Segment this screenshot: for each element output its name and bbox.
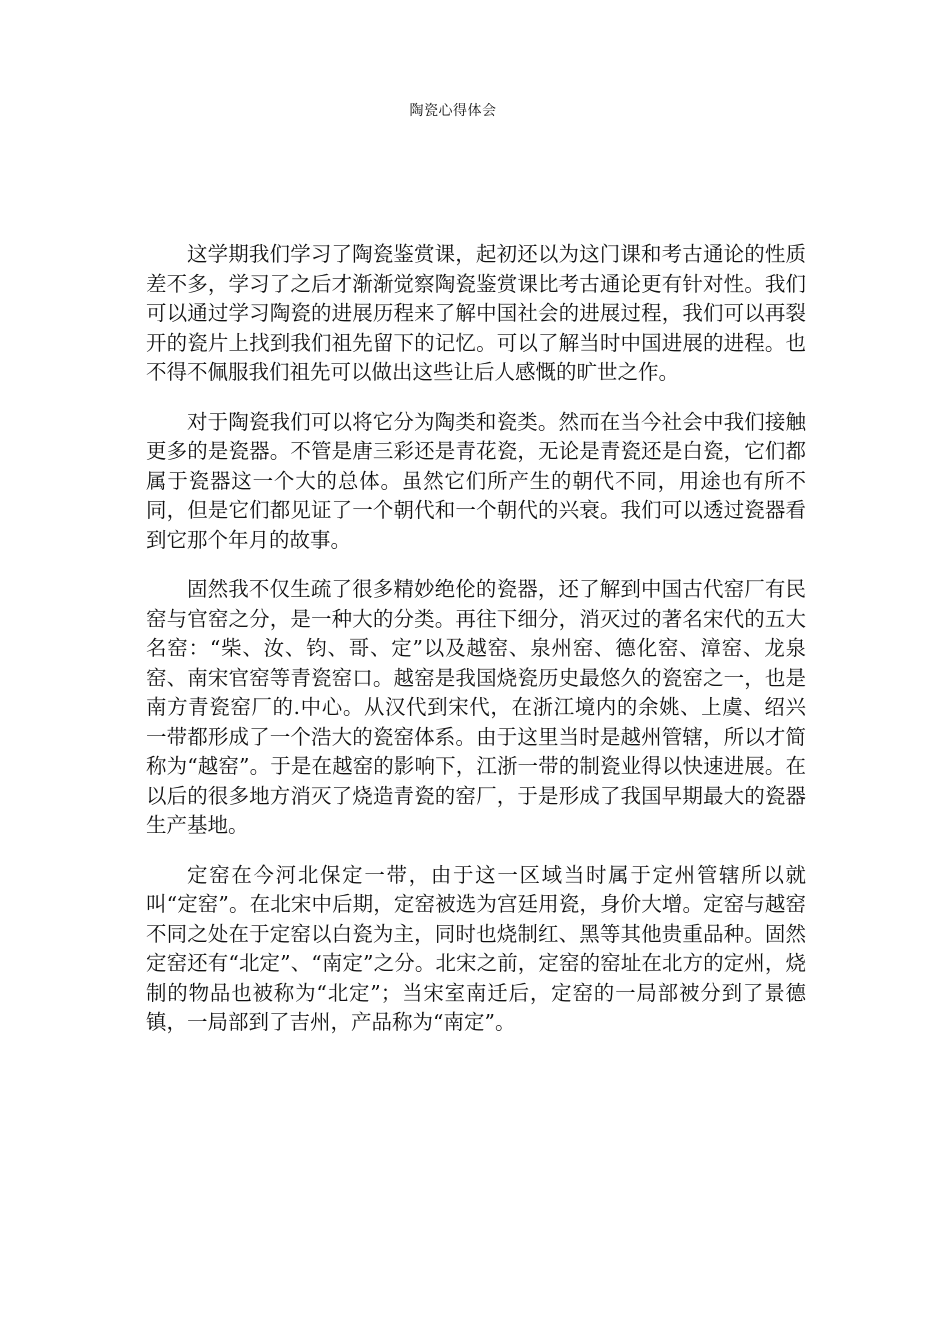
- paragraph-3: 固然我不仅生疏了很多精妙绝伦的瓷器，还了解到中国古代窑厂有民窑与官窑之分，是一种大的分类。再往下细分，消灭过的著名宋代的五大名窑：“柴、汝、钧、哥、定”以及越窑、泉州窑、德化窑、漳窑、龙泉窑、南宋官窑等青瓷窑口。越窑是我国烧瓷历史最悠久的瓷窑之一，也是南方青瓷窑厂的.中心。从汉代到宋代，在浙江境内的余姚、上虞、绍兴一带都形成了一个浩大的瓷窑体系。由于这里当时是越州管辖，所以才简称为“越窑”。于是在越窑的影响下，江浙一带的制瓷业得以快速进展。在以后的很多地方消灭了烧造青瓷的窑厂，于是形成了我国早期最大的瓷器生产基地。: [146, 577, 806, 837]
- document-body: [146, 240, 806, 1058]
- document-title: 陶瓷心得体会: [409, 103, 497, 119]
- paragraph-1: 这学期我们学习了陶瓷鉴赏课，起初还以为这门课和考古通论的性质差不多，学习了之后才渐渐觉察陶瓷鉴赏课比考古通论更有针对性。我们可以通过学习陶瓷的进展历程来了解中国社会的进展过程，我们可以再裂开的瓷片上找到我们祖先留下的记忆。可以了解当时中国进展的进程。也不得不佩服我们祖先可以做出这些让后人感慨的旷世之作。: [146, 242, 806, 384]
- paragraph-4: 定窑在今河北保定一带，由于这一区域当时属于定州管辖所以就叫“定窑”。在北宋中后期，定窑被选为宫廷用瓷，身价大增。定窑与越窑不同之处在于定窑以白瓷为主，同时也烧制红、黑等其他贵重品种。固然定窑还有“北定”、“南定”之分。北宋之前，定窑的窑址在北方的定州，烧制的物品也被称为“北定”；当宋室南迁后，定窑的一局部被分到了景德镇，一局部到了吉州，产品称为“南定”。: [146, 862, 806, 1034]
- paragraph-2: 对于陶瓷我们可以将它分为陶类和瓷类。然而在当今社会中我们接触更多的是瓷器。不管是唐三彩还是青花瓷，无论是青瓷还是白瓷，它们都属于瓷器这一个大的总体。虽然它们所产生的朝代不同，用途也有所不同，但是它们都见证了一个朝代和一个朝代的兴衰。我们可以透过瓷器看到它那个年月的故事。: [146, 409, 806, 552]
